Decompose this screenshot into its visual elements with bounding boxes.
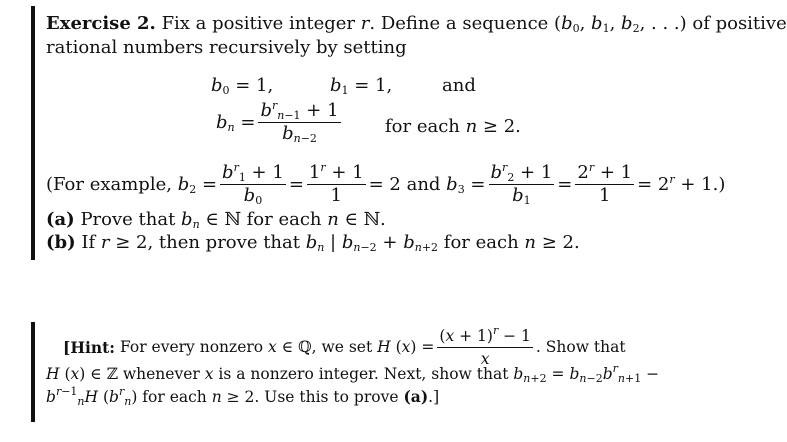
b3-mid-fraction xyxy=(575,163,634,206)
hint-label: [Hint: xyxy=(63,338,116,357)
hint-end: .] xyxy=(428,388,440,406)
hint-line1-pre: For every nonzero x ∈ ℚ, we set H (x) = xyxy=(119,338,435,356)
exercise-line-2: rational numbers recursively by setting xyxy=(46,37,407,58)
part-b-label: (b) xyxy=(46,232,76,253)
b2-lhs: $b_2$ = xyxy=(177,174,218,196)
hint-denominator: x xyxy=(480,350,490,368)
b3-value: = $2^r + 1$.) xyxy=(637,173,726,195)
left-rule-top xyxy=(31,6,35,260)
left-rule-bottom xyxy=(31,322,35,422)
and-word: and xyxy=(442,75,476,96)
b3-numerator: $b^r_2 + 1$ xyxy=(490,161,553,184)
exercise-line-1 xyxy=(46,13,787,35)
bn-lhs: $b_n$ = xyxy=(216,112,256,134)
hint-line-3: $b^{r-1}_nH$ $(b^r_n)$ for each n ≥ 2. Use this to prove (a).] xyxy=(46,385,440,408)
bn-numerator: $b^r_{n-1} + 1$ xyxy=(260,99,339,122)
part-a-label: (a) xyxy=(46,209,75,230)
b3-lhs: $b_3$ = xyxy=(446,174,486,196)
example-line xyxy=(46,163,725,206)
b2-denominator: $b_0$ xyxy=(243,185,263,207)
b3-mid-numerator: $2^r + 1$ xyxy=(577,161,633,183)
b3-mid-denominator: 1 xyxy=(599,185,611,206)
b2-numerator: $b^r_1 + 1$ xyxy=(222,161,284,184)
b2-mid-denominator: 1 xyxy=(330,185,342,206)
b2-mid-fraction xyxy=(307,163,366,206)
hint-ref-a: (a) xyxy=(403,387,429,406)
b2-fraction xyxy=(220,163,286,206)
hint-line1-post: . Show that xyxy=(535,338,626,356)
example-open: (For example, xyxy=(46,174,172,195)
b1-definition: $b_1 = 1$, xyxy=(330,75,393,97)
hint-fraction xyxy=(437,326,533,369)
b3-fraction xyxy=(489,163,555,206)
exercise-intro-1: Fix a positive integer r. Define a sequence ($b_0$, $b_1$, $b_2$, . . .) of positive xyxy=(161,13,787,35)
part-b xyxy=(46,232,580,254)
b2-mid-numerator: $1^r + 1$ xyxy=(308,161,364,183)
bn-fraction xyxy=(258,101,340,144)
bn-denominator: $b_{n-2}$ xyxy=(282,123,317,145)
hint-line-1 xyxy=(63,326,626,369)
eq-sign-2: = xyxy=(557,174,573,195)
part-b-text: If r ≥ 2, then prove that $b_n$ | $b_{n-2} + b_{n+2}$ for each n ≥ 2. xyxy=(81,232,580,254)
eq-sign-1: = xyxy=(288,174,304,195)
hint-line-2: H (x) ∈ ℤ whenever x is a nonzero integer. Next, show that $b_{n+2} = b_{n-2}b^r_{n+1}$ − xyxy=(46,362,660,385)
exercise-title: Exercise 2. xyxy=(46,13,156,34)
bn-recursion xyxy=(216,101,344,144)
part-a-text: Prove that $b_n$ ∈ ℕ for each n ∈ ℕ. xyxy=(80,209,386,231)
b3-denominator: $b_1$ xyxy=(512,185,531,207)
bn-condition: for each n ≥ 2. xyxy=(385,116,521,137)
part-a xyxy=(46,209,386,231)
b2-value: = 2 and xyxy=(368,174,441,195)
b0-definition: $b_0 = 1$, xyxy=(211,75,274,97)
hint-numerator: $(x + 1)^r - 1$ xyxy=(437,326,533,348)
